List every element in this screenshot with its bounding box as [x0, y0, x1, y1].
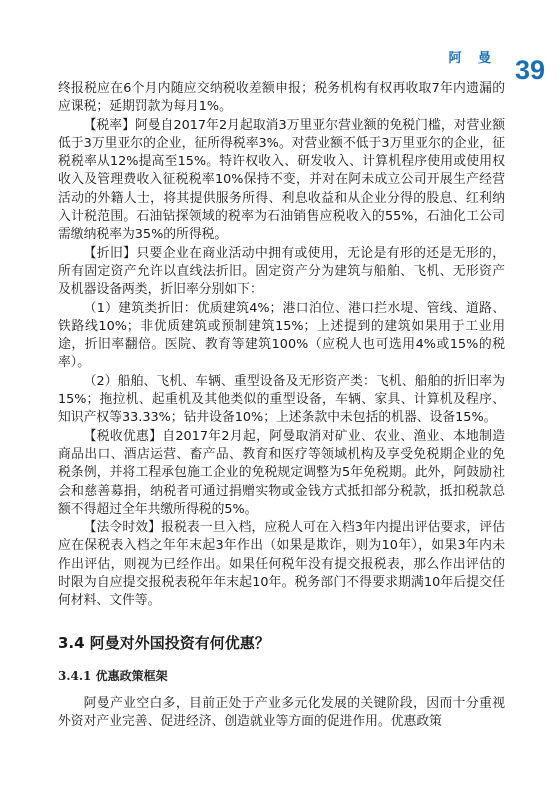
paragraph-depreciation-buildings: [58, 300, 505, 373]
paragraph-text: 报税表一旦入档，应税人可在入档3年内提出评估要求，评估应在保税表入档之年年末起3年作出（如果是欺诈，则为10年），如果3年内未作出评估，则视为已经作出。如果任何税年没有提交报税表，那么作出评估的时限为自应提交报税表税年年末起10年。税务部门不得要求期满10年后提交任何材料、文件等。: [58, 520, 505, 609]
section-heading: 3.4 阿曼对外国投资有何优惠？: [58, 633, 270, 652]
paragraph-text: （2）船舶、飞机、车辆、重型设备及无形资产类：飞机、船舶的折旧率为15%；拖拉机、起重机及其他类似的重型设备，车辆、家具、计算机及程序、知识产权等33.33%；钻井设备10%；上述条款中未包括的机器、设备15%。: [58, 373, 505, 426]
paragraph-tag: 【折旧】: [83, 245, 137, 261]
page-content: [58, 80, 505, 731]
paragraph-text: （1）建筑类折旧：优质建筑4%；港口泊位、港口拦水堤、管线、道路、铁路线10%；非优质建筑或预制建筑15%；上述提到的建筑如果用于工业用途，折旧率翻倍。医院、教育等建筑100%（应税人也可选用4%或15%的税率）。: [58, 300, 505, 371]
paragraph-tax-rate: [58, 117, 505, 245]
paragraph-tag: 【税收优惠】: [83, 428, 163, 444]
page-header: [0, 0, 559, 85]
paragraph-depreciation-equipment: [58, 373, 505, 428]
paragraph-depreciation: [58, 245, 505, 300]
page-number: 39: [514, 55, 545, 85]
subsection-heading: 3.4.1 优惠政策框架: [58, 668, 168, 683]
paragraph-text: 只要企业在商业活动中拥有或使用，无论是有形的还是无形的，所有固定资产允许以直线法折旧。固定资产分为建筑与船舶、飞机、无形资产及机器设备两类，折旧率分别如下：: [58, 245, 506, 298]
running-header-title: 阿 曼: [448, 51, 497, 66]
paragraph-section-body: 阿曼产业空白多，目前正处于产业多元化发展的关键阶段，因而十分重视外资对产业完善、促进经济、创造就业等方面的促进作用。优惠政策: [58, 695, 505, 729]
paragraph-text: 自2017年2月起，阿曼取消对矿业、农业、渔业、本地制造商品出口、酒店运营、畜产品、教育和医疗等领域机构及享受免税期企业的免税条例，并将工程承包施工企业的免税规定调整为5年免税期。此外，阿鼓励社会和慈善募捐，纳税者可通过捐赠实物或金钱方式抵扣部分税款，抵扣税款总额不得超过全年共缴所得税的5%。: [58, 428, 505, 517]
paragraph-tag: 【法令时效】: [83, 520, 162, 536]
paragraph-tag: 【税率】: [83, 117, 135, 133]
paragraph-continuation: [58, 80, 505, 117]
paragraph-text: 终报税应在6个月内随应交纳税收差额申报；税务机构有权再收取7年内遗漏的应课税；延期罚款为每月1%。: [58, 81, 505, 115]
paragraph-tax-incentives: [58, 428, 505, 519]
paragraph-text: 阿曼自2017年2月起取消3万里亚尔营业额的免税门槛，对营业额低于3万里亚尔的企业，征所得税率3%。对营业额不低于3万里亚尔的企业，征税税率从12%提高至15%。特许权收入、研发收入、计算机程序使用或使用权收入及管理费收入征税税率10%保持不变，并对在阿未成立公司开展生产经营活动的外籍人士，将其提供服务所得、利息收益和从企业分得的股息、红利纳入计税范围。石油钻探领域的税率为石油销售应税收入的55%，石油化工公司需缴纳税率为35%的所得税。: [58, 117, 505, 243]
paragraph-statute-limitation: [58, 519, 505, 610]
